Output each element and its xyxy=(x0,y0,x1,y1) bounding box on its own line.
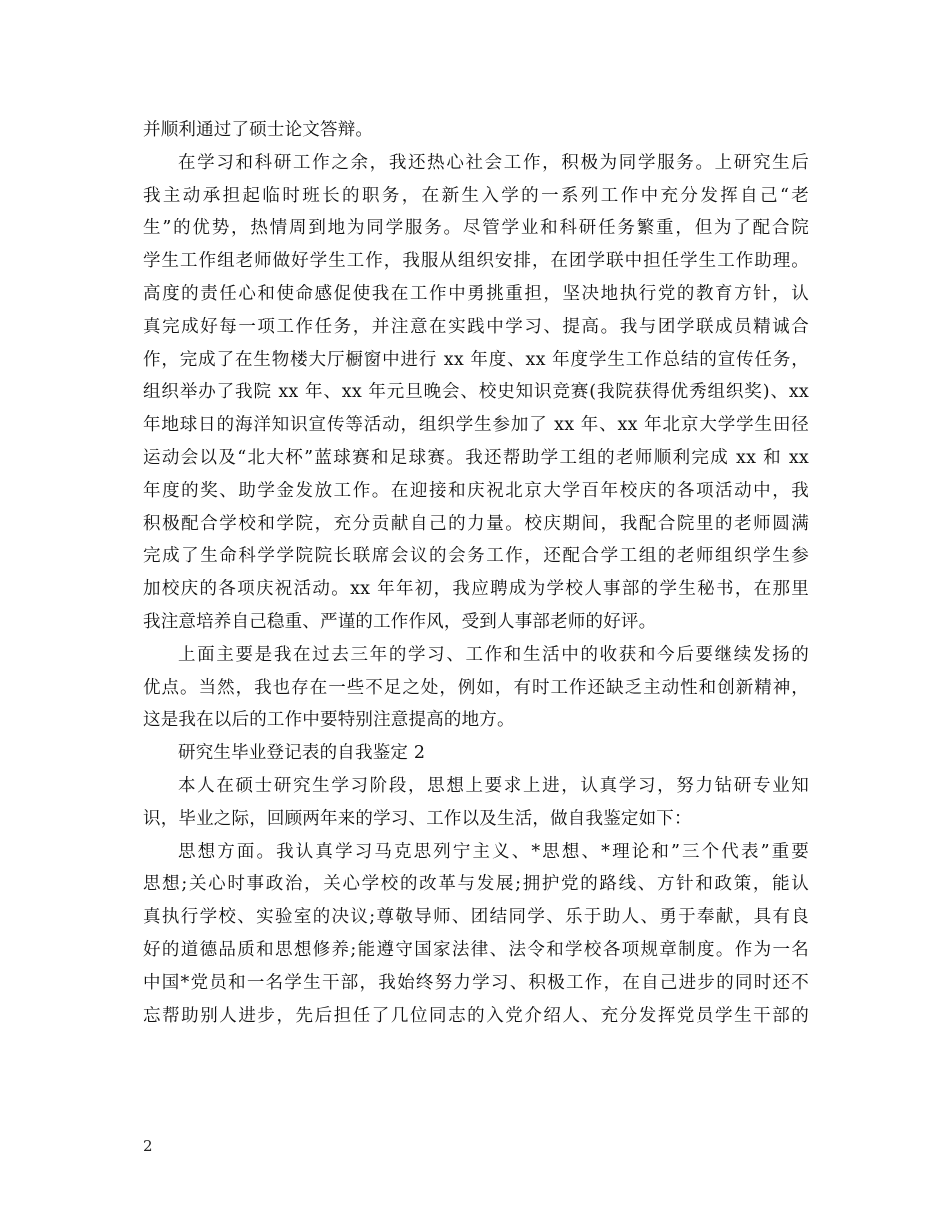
text-line: 在学习和科研工作之余，我还热心社会工作，积极为同学服务。上研究生后 xyxy=(178,152,809,173)
text-line: 上面主要是我在过去三年的学习、工作和生活中的收获和今后要继续发扬的 xyxy=(178,644,809,665)
text-line: 这是我在以后的工作中要特别注意提高的地方。 xyxy=(143,710,515,731)
text-line: 优点。当然，我也存在一些不足之处，例如，有时工作还缺乏主动性和创新精神， xyxy=(143,677,809,698)
text-line: 识，毕业之际，回顾两年来的学习、工作以及生活，做自我鉴定如下： xyxy=(143,808,692,829)
text-line: 我注意培养自己稳重、严谨的工作作风，受到人事部老师的好评。 xyxy=(143,611,657,632)
text-line: 年度的奖、助学金发放工作。在迎接和庆祝北京大学百年校庆的各项活动中，我 xyxy=(143,480,809,501)
text-line: 思想;关心时事政治，关心学校的改革与发展;拥护党的路线、方针和政策，能认 xyxy=(143,874,809,895)
text-line: 并顺利通过了硕士论文答辩。 xyxy=(143,120,374,140)
text-line: 作，完成了在生物楼大厅橱窗中进行 xx 年度、xx 年度学生工作总结的宣传任务， xyxy=(143,349,809,370)
text-line: 真完成好每一项工作任务，并注意在实践中学习、提高。我与团学联成员精诚合 xyxy=(143,316,809,337)
text-line: 思想方面。我认真学习马克思列宁主义、*思想、*理论和”三个代表”重要 xyxy=(178,841,809,862)
text-line: 学生工作组老师做好学生工作，我服从组织安排，在团学联中担任学生工作助理。 xyxy=(143,251,809,272)
text-line: 高度的责任心和使命感促使我在工作中勇挑重担，坚决地执行党的教育方针，认 xyxy=(143,283,809,304)
text-line: 年地球日的海洋知识宣传等活动，组织学生参加了 xx 年、xx 年北京大学学生田径 xyxy=(143,415,809,436)
text-line: 生”的优势，热情周到地为同学服务。尽管学业和科研任务繁重，但为了配合院 xyxy=(143,218,809,239)
text-line: 好的道德品质和思想修养;能遵守国家法律、法令和学校各项规章制度。作为一名 xyxy=(143,939,809,960)
text-line: 组织举办了我院 xx 年、xx 年元旦晚会、校史知识竞赛(我院获得优秀组织奖)、xx xyxy=(143,382,809,403)
document-body xyxy=(143,114,809,1032)
text-line: 真执行学校、实验室的决议;尊敬导师、团结同学、乐于助人、勇于奉献，具有良 xyxy=(143,907,809,928)
section-heading: 研究生毕业登记表的自我鉴定 2 xyxy=(178,743,426,764)
text-line: 运动会以及“北大杯”蓝球赛和足球赛。我还帮助学工组的老师顺利完成 xx 和 xx xyxy=(143,447,809,468)
text-line: 完成了生命科学学院院长联席会议的会务工作，还配合学工组的老师组织学生参 xyxy=(143,546,809,567)
text-line: 加校庆的各项庆祝活动。xx 年年初，我应聘成为学校人事部的学生秘书，在那里 xyxy=(143,579,809,600)
text-line: 中国*党员和一名学生干部，我始终努力学习、积极工作，在自己进步的同时还不 xyxy=(143,972,809,993)
text-line: 本人在硕士研究生学习阶段，思想上要求上进，认真学习，努力钻研专业知 xyxy=(178,775,809,796)
page-number: 2 xyxy=(143,1137,153,1155)
text-line: 我主动承担起临时班长的职务，在新生入学的一系列工作中充分发挥自己“老 xyxy=(143,185,809,206)
text-line: 忘帮助别人进步，先后担任了几位同志的入党介绍人、充分发挥党员学生干部的 xyxy=(143,1005,809,1026)
text-line: 积极配合学校和学院，充分贡献自己的力量。校庆期间，我配合院里的老师圆满 xyxy=(143,513,809,534)
